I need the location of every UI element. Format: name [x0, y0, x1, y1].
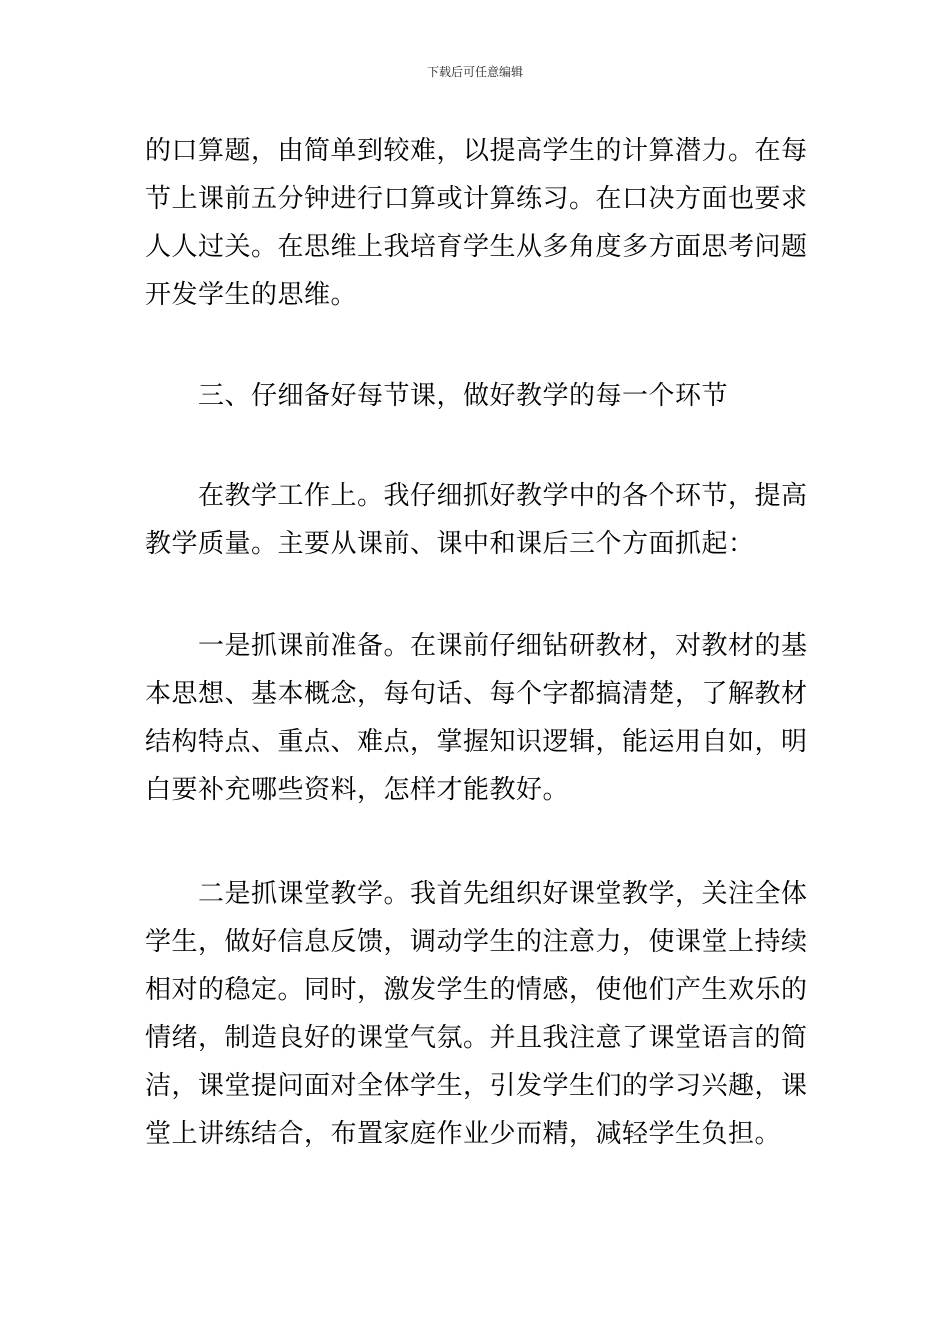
text-line: 在教学工作上。我仔细抓好教学中的各个环节，提高 — [145, 481, 808, 511]
text-line: 一是抓课前准备。在课前仔细钻研教材，对教材的基 — [145, 631, 808, 661]
page-header: 下载后可任意编辑 — [426, 65, 523, 79]
text-line: 情绪，制造良好的课堂气氛。并且我注意了课堂语言的简 — [145, 1023, 808, 1053]
paragraph-classroom-teaching — [145, 870, 810, 1158]
text-line: 二是抓课堂教学。我首先组织好课堂教学，关注全体 — [145, 879, 808, 909]
text-line: 教学质量。主要从课前、课中和课后三个方面抓起： — [145, 529, 755, 559]
text-line: 相对的稳定。同时，激发学生的情感，使他们产生欢乐的 — [145, 975, 808, 1005]
paragraph-lesson-preparation — [145, 622, 810, 814]
text-line: 洁，课堂提问面对全体学生，引发学生们的学习兴趣，课 — [145, 1071, 808, 1101]
text-line: 的口算题，由简单到较难，以提高学生的计算潜力。在每 — [145, 136, 808, 166]
text-line: 本思想、基本概念，每句话、每个字都搞清楚，了解教材 — [145, 679, 808, 709]
text-line: 节上课前五分钟进行口算或计算练习。在口决方面也要求 — [145, 184, 808, 214]
paragraph-oral-calculation — [145, 127, 810, 319]
heading-line: 三、仔细备好每节课，做好教学的每一个环节 — [145, 381, 729, 411]
section-heading-three — [145, 372, 810, 420]
text-line: 白要补充哪些资料，怎样才能教好。 — [145, 775, 570, 805]
text-line: 开发学生的思维。 — [145, 280, 358, 310]
paragraph-teaching-work — [145, 472, 810, 568]
text-line: 堂上讲练结合，布置家庭作业少而精，减轻学生负担。 — [145, 1119, 782, 1149]
text-line: 人人过关。在思维上我培育学生从多角度多方面思考问题 — [145, 232, 808, 262]
text-line: 结构特点、重点、难点，掌握知识逻辑，能运用自如，明 — [145, 727, 808, 757]
text-line: 学生，做好信息反馈，调动学生的注意力，使课堂上持续 — [145, 927, 808, 957]
